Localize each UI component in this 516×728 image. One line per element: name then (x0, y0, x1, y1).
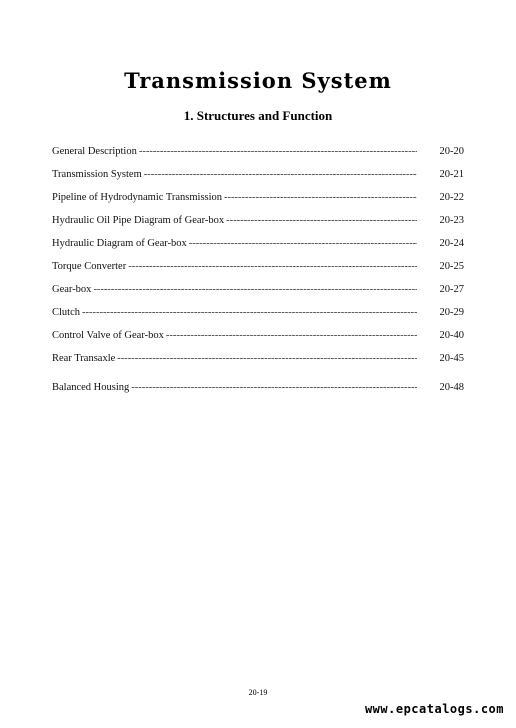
toc-leader (93, 284, 417, 295)
toc-entry-label: Gear-box (52, 284, 92, 295)
page-number: 20-19 (248, 688, 268, 697)
toc-leader (226, 215, 417, 226)
toc-leader (224, 192, 417, 203)
watermark: www.epcatalogs.com (364, 702, 504, 716)
toc-leader (189, 238, 417, 249)
toc-entry (52, 307, 464, 325)
toc-leader (128, 261, 417, 272)
toc-entry-page: 20-22 (439, 192, 464, 203)
toc-leader (131, 382, 417, 393)
toc-entry-label: Control Valve of Gear-box (52, 330, 164, 341)
toc-entry-page: 20-45 (439, 353, 464, 364)
toc-entry (52, 169, 464, 187)
section-heading: 1. Structures and Function (183, 108, 333, 123)
toc-entry-label: Clutch (52, 307, 80, 318)
toc-entry (52, 330, 464, 348)
toc-entry (52, 261, 464, 279)
toc-entry-page: 20-20 (439, 146, 464, 157)
toc-entry-label: Hydraulic Oil Pipe Diagram of Gear-box (52, 215, 225, 226)
toc-entry-page: 20-23 (439, 215, 464, 226)
toc-leader (117, 353, 417, 364)
page-title: Transmission System (124, 68, 392, 93)
toc-entry (52, 215, 464, 233)
toc-entry-page: 20-29 (439, 307, 464, 318)
toc-entry (52, 353, 464, 371)
toc-entry (52, 192, 464, 210)
toc-entry-label: Torque Converter (52, 261, 127, 272)
toc-entry (52, 146, 464, 164)
toc-entry-label: Hydraulic Diagram of Gear-box (52, 238, 187, 249)
toc-entry (52, 382, 464, 400)
toc-leader (166, 330, 417, 341)
toc-leader (139, 146, 417, 157)
toc-leader (144, 169, 417, 180)
toc-entry-label: Transmission System (52, 169, 142, 180)
toc-entry-page: 20-21 (439, 169, 464, 180)
toc-entry-page: 20-25 (439, 261, 464, 272)
toc-entry-label: General Description (52, 146, 137, 157)
toc-entry-page: 20-40 (439, 330, 464, 341)
toc-entry-page: 20-24 (439, 238, 464, 249)
toc-leader (82, 307, 417, 318)
toc-entry-page: 20-48 (439, 382, 464, 393)
toc-entry-page: 20-27 (439, 284, 464, 295)
toc-entry-label: Rear Transaxle (52, 353, 116, 364)
toc-entry-label: Balanced Housing (52, 382, 130, 393)
toc-entry (52, 284, 464, 302)
toc-entry-label: Pipeline of Hydrodynamic Transmission (52, 192, 223, 203)
toc-entry (52, 238, 464, 256)
